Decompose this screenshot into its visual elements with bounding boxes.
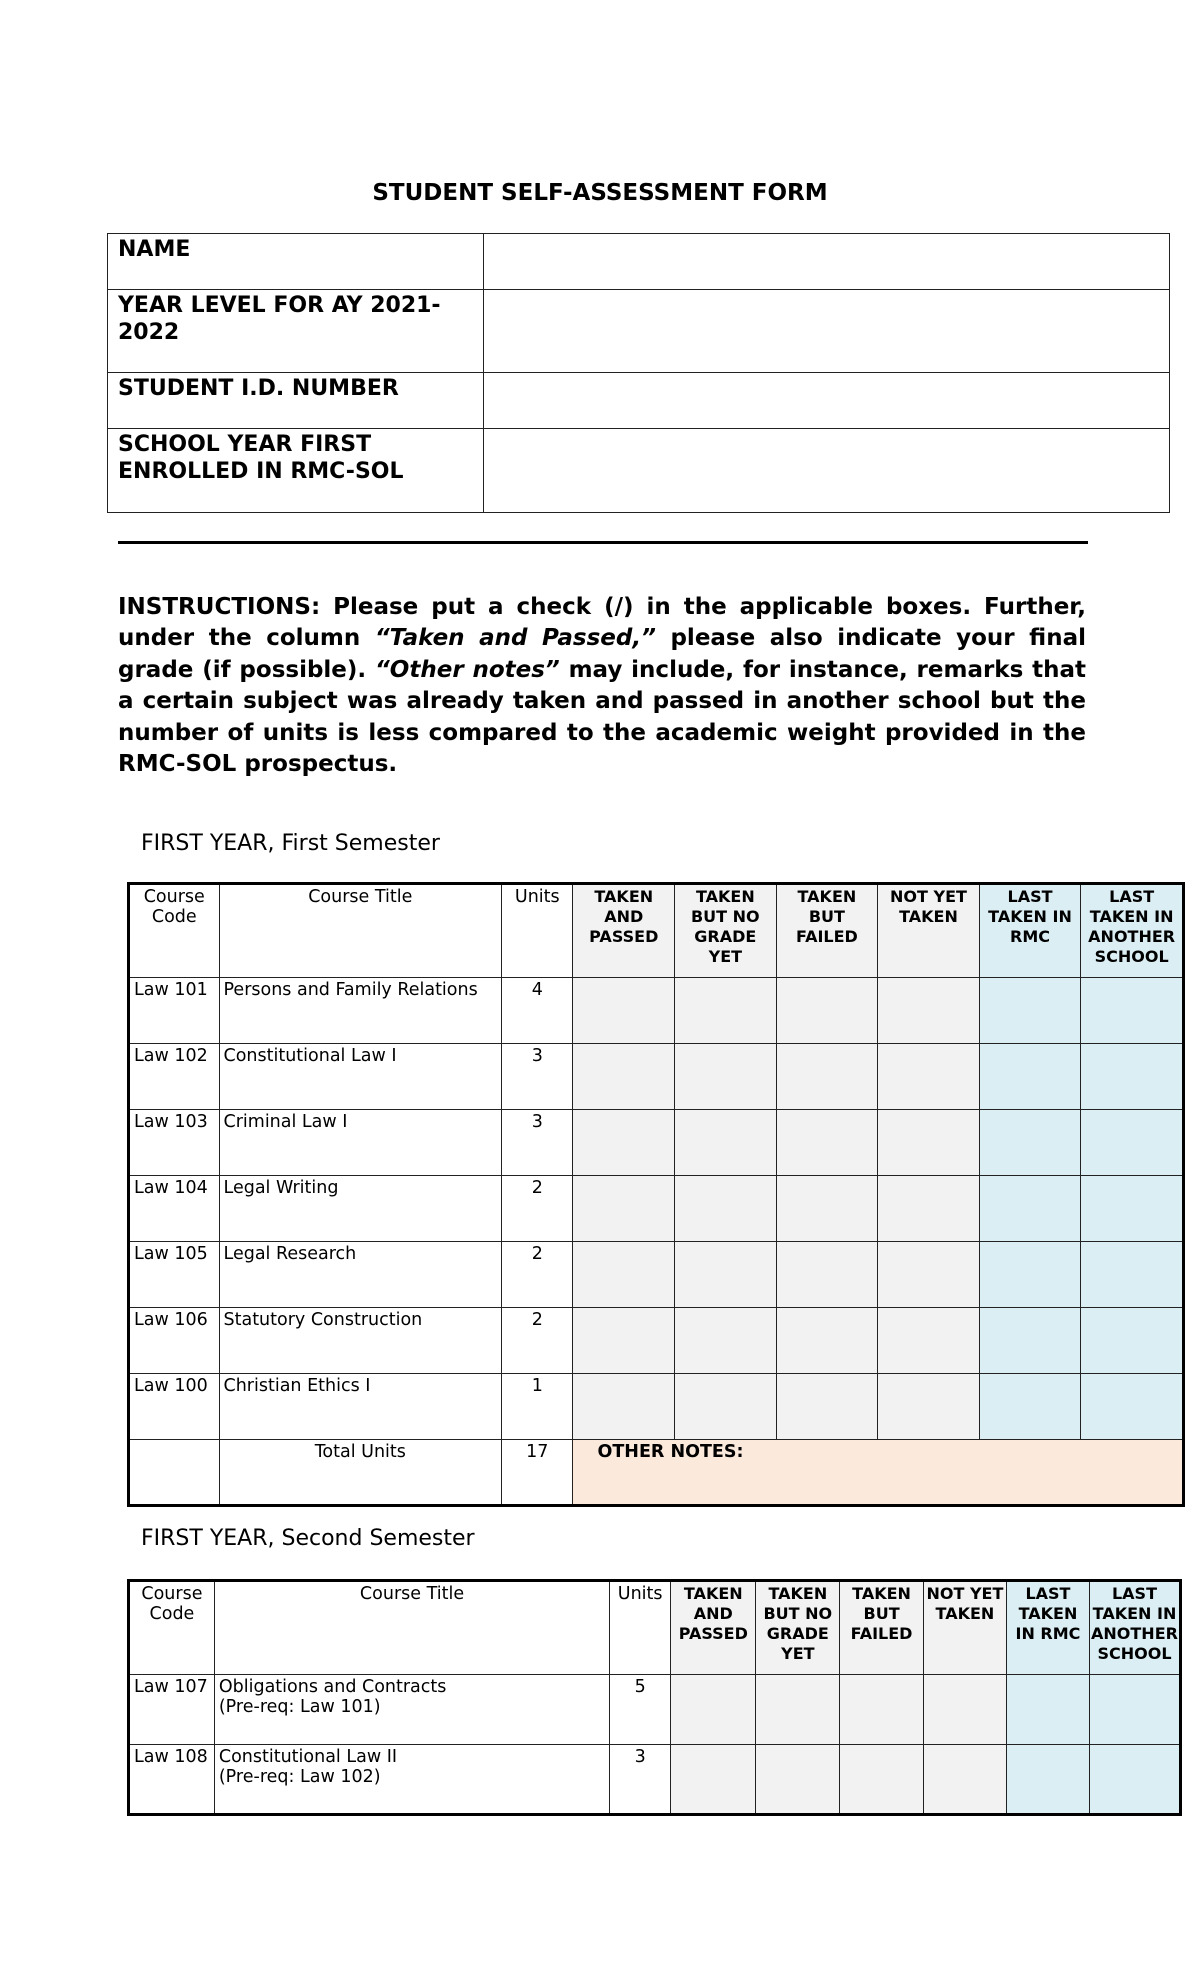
instructions-tail: may include, for instance, remarks that a certain subject was already taken and passed in another school but the number of units is less compared to the academic weight provided in the RMC-SOL prospectus. xyxy=(118,656,1086,778)
second-semester-table xyxy=(127,1579,1182,1816)
course-code: Law 106 xyxy=(129,1308,220,1374)
col-last-rmc: LAST TAKEN IN RMC xyxy=(1006,1581,1089,1675)
course-code: Law 100 xyxy=(129,1374,220,1440)
course-units: 3 xyxy=(610,1745,671,1815)
course-code: Law 102 xyxy=(129,1044,220,1110)
table-row xyxy=(129,1044,1184,1110)
check-cell[interactable] xyxy=(573,1308,675,1374)
course-code: Law 105 xyxy=(129,1242,220,1308)
course-code: Law 101 xyxy=(129,978,220,1044)
check-cell[interactable] xyxy=(840,1675,924,1745)
course-title: Legal Research xyxy=(219,1242,502,1308)
check-cell[interactable] xyxy=(1081,1308,1184,1374)
course-units: 5 xyxy=(610,1675,671,1745)
col-last-other: LAST TAKEN IN ANOTHER SCHOOL xyxy=(1089,1581,1180,1675)
col-units: Units xyxy=(610,1581,671,1675)
course-units: 3 xyxy=(502,1110,573,1176)
check-cell[interactable] xyxy=(573,1044,675,1110)
check-cell[interactable] xyxy=(1006,1675,1089,1745)
instructions xyxy=(118,592,1086,780)
name-label: NAME xyxy=(108,234,484,290)
col-course-title: Course Title xyxy=(219,884,502,978)
check-cell[interactable] xyxy=(573,1110,675,1176)
total-units-value: 17 xyxy=(502,1440,573,1506)
first-semester-heading: FIRST YEAR, First Semester xyxy=(141,831,440,856)
check-cell[interactable] xyxy=(776,1308,878,1374)
check-cell[interactable] xyxy=(1081,1374,1184,1440)
check-cell[interactable] xyxy=(756,1675,840,1745)
check-cell[interactable] xyxy=(979,1044,1081,1110)
school-year-enrolled-field[interactable] xyxy=(483,429,1169,513)
table-row xyxy=(129,1374,1184,1440)
col-last-rmc: LAST TAKEN IN RMC xyxy=(979,884,1081,978)
col-course-code: Course Code xyxy=(129,1581,215,1675)
check-cell[interactable] xyxy=(573,1242,675,1308)
second-semester-heading: FIRST YEAR, Second Semester xyxy=(141,1526,475,1551)
col-not-taken: NOT YET TAKEN xyxy=(878,884,980,978)
course-title: Persons and Family Relations xyxy=(219,978,502,1044)
check-cell[interactable] xyxy=(923,1745,1006,1815)
check-cell[interactable] xyxy=(878,1176,980,1242)
check-cell[interactable] xyxy=(878,1110,980,1176)
col-course-title: Course Title xyxy=(214,1581,609,1675)
col-course-code: Course Code xyxy=(129,884,220,978)
course-code: Law 107 xyxy=(129,1675,215,1745)
check-cell[interactable] xyxy=(776,1110,878,1176)
other-notes-field[interactable]: OTHER NOTES: xyxy=(573,1440,1184,1506)
course-code: Law 104 xyxy=(129,1176,220,1242)
check-cell[interactable] xyxy=(1081,1242,1184,1308)
table-row xyxy=(129,1176,1184,1242)
check-cell[interactable] xyxy=(675,1176,777,1242)
check-cell[interactable] xyxy=(675,1242,777,1308)
check-cell[interactable] xyxy=(776,1374,878,1440)
table-row xyxy=(129,1110,1184,1176)
check-cell[interactable] xyxy=(573,978,675,1044)
check-cell[interactable] xyxy=(979,1374,1081,1440)
total-units-label: Total Units xyxy=(219,1440,502,1506)
table-row xyxy=(129,1242,1184,1308)
col-taken-no-grade: TAKEN BUT NO GRADE YET xyxy=(675,884,777,978)
first-semester-table xyxy=(127,882,1185,1507)
check-cell[interactable] xyxy=(776,978,878,1044)
check-cell[interactable] xyxy=(878,1242,980,1308)
check-cell[interactable] xyxy=(979,1176,1081,1242)
check-cell[interactable] xyxy=(675,1374,777,1440)
student-id-label: STUDENT I.D. NUMBER xyxy=(108,373,484,429)
check-cell[interactable] xyxy=(1081,1110,1184,1176)
col-taken-passed: TAKEN AND PASSED xyxy=(671,1581,756,1675)
check-cell[interactable] xyxy=(675,1308,777,1374)
check-cell[interactable] xyxy=(1081,978,1184,1044)
course-title: Criminal Law I xyxy=(219,1110,502,1176)
year-level-field[interactable] xyxy=(483,290,1169,373)
total-row xyxy=(129,1440,1184,1506)
instructions-quote-other-notes: “Other notes” xyxy=(374,656,560,683)
col-taken-passed: TAKEN AND PASSED xyxy=(573,884,675,978)
check-cell[interactable] xyxy=(1089,1745,1180,1815)
table-row xyxy=(129,1675,1181,1745)
course-title-cell xyxy=(214,1745,609,1815)
col-not-taken: NOT YET TAKEN xyxy=(923,1581,1006,1675)
course-title: Obligations and Contracts xyxy=(218,1677,447,1697)
total-empty-cell xyxy=(129,1440,220,1506)
check-cell[interactable] xyxy=(573,1374,675,1440)
check-cell[interactable] xyxy=(840,1745,924,1815)
check-cell[interactable] xyxy=(671,1745,756,1815)
check-cell[interactable] xyxy=(1089,1675,1180,1745)
instructions-quote-taken-passed: “Taken and Passed,” xyxy=(374,625,656,652)
check-cell[interactable] xyxy=(878,978,980,1044)
check-cell[interactable] xyxy=(979,1242,1081,1308)
check-cell[interactable] xyxy=(573,1176,675,1242)
year-level-label: YEAR LEVEL FOR AY 2021-2022 xyxy=(108,290,484,373)
check-cell[interactable] xyxy=(878,1044,980,1110)
col-taken-failed: TAKEN BUT FAILED xyxy=(776,884,878,978)
check-cell[interactable] xyxy=(776,1044,878,1110)
course-title: Constitutional Law II xyxy=(218,1747,398,1767)
check-cell[interactable] xyxy=(756,1745,840,1815)
check-cell[interactable] xyxy=(979,978,1081,1044)
check-cell[interactable] xyxy=(878,1308,980,1374)
table-row xyxy=(129,1308,1184,1374)
check-cell[interactable] xyxy=(1081,1176,1184,1242)
check-cell[interactable] xyxy=(1006,1745,1089,1815)
course-title: Statutory Construction xyxy=(219,1308,502,1374)
divider xyxy=(118,541,1088,544)
form-title: STUDENT SELF-ASSESSMENT FORM xyxy=(372,180,828,206)
check-cell[interactable] xyxy=(675,978,777,1044)
col-units: Units xyxy=(502,884,573,978)
instructions-lead: INSTRUCTIONS: Please put a check (/) in the applicable boxes. Further, under the column xyxy=(118,594,1086,652)
course-title-cell xyxy=(214,1675,609,1745)
student-id-field[interactable] xyxy=(483,373,1169,429)
col-taken-failed: TAKEN BUT FAILED xyxy=(840,1581,924,1675)
check-cell[interactable] xyxy=(878,1374,980,1440)
course-code: Law 108 xyxy=(129,1745,215,1815)
check-cell[interactable] xyxy=(671,1675,756,1745)
check-cell[interactable] xyxy=(1081,1044,1184,1110)
student-info-table xyxy=(107,233,1170,513)
course-units: 2 xyxy=(502,1242,573,1308)
course-title: Legal Writing xyxy=(219,1176,502,1242)
course-prereq: (Pre-req: Law 102) xyxy=(218,1767,381,1787)
course-title: Constitutional Law I xyxy=(219,1044,502,1110)
course-units: 2 xyxy=(502,1176,573,1242)
course-units: 1 xyxy=(502,1374,573,1440)
instructions-mid: please also indicate your final grade (if possible). xyxy=(118,625,1087,683)
check-cell[interactable] xyxy=(675,1044,777,1110)
course-code: Law 103 xyxy=(129,1110,220,1176)
check-cell[interactable] xyxy=(776,1176,878,1242)
check-cell[interactable] xyxy=(979,1110,1081,1176)
course-units: 4 xyxy=(502,978,573,1044)
course-units: 3 xyxy=(502,1044,573,1110)
check-cell[interactable] xyxy=(923,1675,1006,1745)
check-cell[interactable] xyxy=(979,1308,1081,1374)
col-last-other: LAST TAKEN IN ANOTHER SCHOOL xyxy=(1081,884,1184,978)
check-cell[interactable] xyxy=(675,1110,777,1176)
table-row xyxy=(129,978,1184,1044)
course-units: 2 xyxy=(502,1308,573,1374)
col-taken-no-grade: TAKEN BUT NO GRADE YET xyxy=(756,1581,840,1675)
check-cell[interactable] xyxy=(776,1242,878,1308)
course-title: Christian Ethics I xyxy=(219,1374,502,1440)
course-prereq: (Pre-req: Law 101) xyxy=(218,1697,381,1717)
table-row xyxy=(129,1745,1181,1815)
name-field[interactable] xyxy=(483,234,1169,290)
school-year-enrolled-label: SCHOOL YEAR FIRST ENROLLED IN RMC-SOL xyxy=(108,429,484,513)
